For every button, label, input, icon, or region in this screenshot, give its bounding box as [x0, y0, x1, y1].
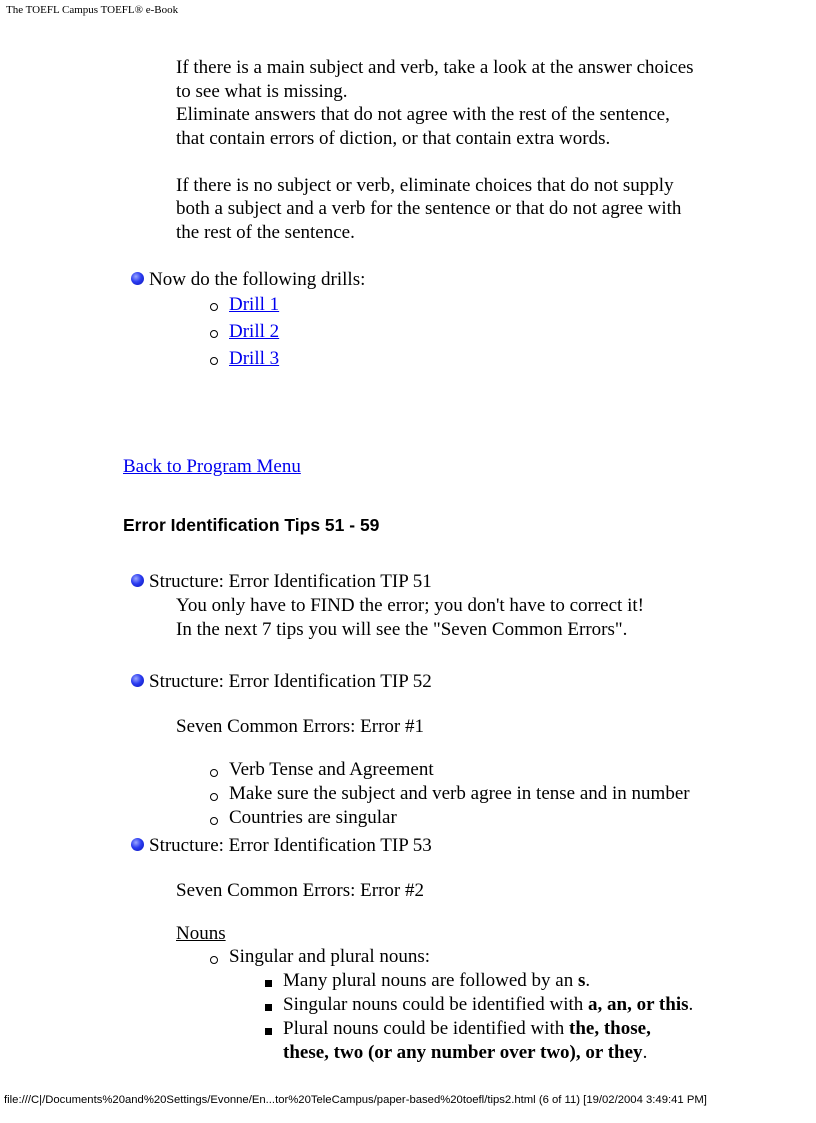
intro-line-1: If there is a main subject and verb, take a look at the answer choices	[176, 57, 694, 78]
square-bullet-icon	[265, 1004, 272, 1011]
tip53-subtitle: Seven Common Errors: Error #2	[176, 880, 425, 901]
noun-bullet-2: Singular nouns could be identified with a, an, or this.	[283, 994, 694, 1015]
tip52-item-1: Verb Tense and Agreement	[229, 759, 434, 780]
intro-line-3: Eliminate answers that do not agree with the rest of the sentence,	[176, 104, 670, 125]
tip52-item-3: Countries are singular	[229, 807, 397, 828]
tip51-title: Structure: Error Identification TIP 51	[149, 571, 432, 592]
bullet-dot-icon	[131, 574, 144, 587]
drill-1-link[interactable]: Drill 1	[229, 294, 280, 315]
square-bullet-icon	[265, 1028, 272, 1035]
section-heading: Error Identification Tips 51 - 59	[123, 515, 380, 535]
tip51-line-1: You only have to FIND the error; you don't have to correct it!	[176, 595, 644, 616]
drill-3-link[interactable]: Drill 3	[229, 348, 280, 369]
drills-intro: Now do the following drills:	[149, 269, 366, 290]
circle-bullet-icon	[210, 330, 218, 338]
footer-path: file:///C|/Documents%20and%20Settings/Evonne/En...tor%20TeleCampus/paper-based%20toefl/tips2.html (6 of 11) [19/02/2004 3:49:41 PM]	[4, 1094, 707, 1106]
bullet-dot-icon	[131, 838, 144, 851]
circle-bullet-icon	[210, 956, 218, 964]
drill-2-link[interactable]: Drill 2	[229, 321, 280, 342]
intro-line-7: the rest of the sentence.	[176, 222, 355, 243]
tip53-title: Structure: Error Identification TIP 53	[149, 835, 432, 856]
circle-bullet-icon	[210, 769, 218, 777]
intro-line-2: to see what is missing.	[176, 81, 348, 102]
circle-bullet-icon	[210, 817, 218, 825]
noun-bullet-3: Plural nouns could be identified with the, those,	[283, 1018, 651, 1039]
square-bullet-icon	[265, 980, 272, 987]
header-title: The TOEFL Campus TOEFL® e-Book	[6, 4, 179, 16]
bullet-dot-icon	[131, 674, 144, 687]
tip52-subtitle: Seven Common Errors: Error #1	[176, 716, 425, 737]
tip51-line-2: In the next 7 tips you will see the "Seven Common Errors".	[176, 619, 628, 640]
tip52-title: Structure: Error Identification TIP 52	[149, 671, 432, 692]
tip53-sub-item: Singular and plural nouns:	[229, 946, 431, 967]
noun-bullet-1: Many plural nouns are followed by an s.	[283, 970, 591, 991]
intro-line-5: If there is no subject or verb, eliminate choices that do not supply	[176, 175, 674, 196]
intro-line-4: that contain errors of diction, or that contain extra words.	[176, 128, 611, 149]
intro-line-6: both a subject and a verb for the sentence or that do not agree with	[176, 198, 682, 219]
bullet-dot-icon	[131, 272, 144, 285]
circle-bullet-icon	[210, 303, 218, 311]
tip52-item-2: Make sure the subject and verb agree in tense and in number	[229, 783, 690, 804]
nouns-label: Nouns	[176, 923, 226, 944]
circle-bullet-icon	[210, 357, 218, 365]
back-to-menu-link[interactable]: Back to Program Menu	[123, 456, 301, 477]
circle-bullet-icon	[210, 793, 218, 801]
noun-bullet-3-cont: these, two (or any number over two), or they.	[283, 1042, 648, 1063]
